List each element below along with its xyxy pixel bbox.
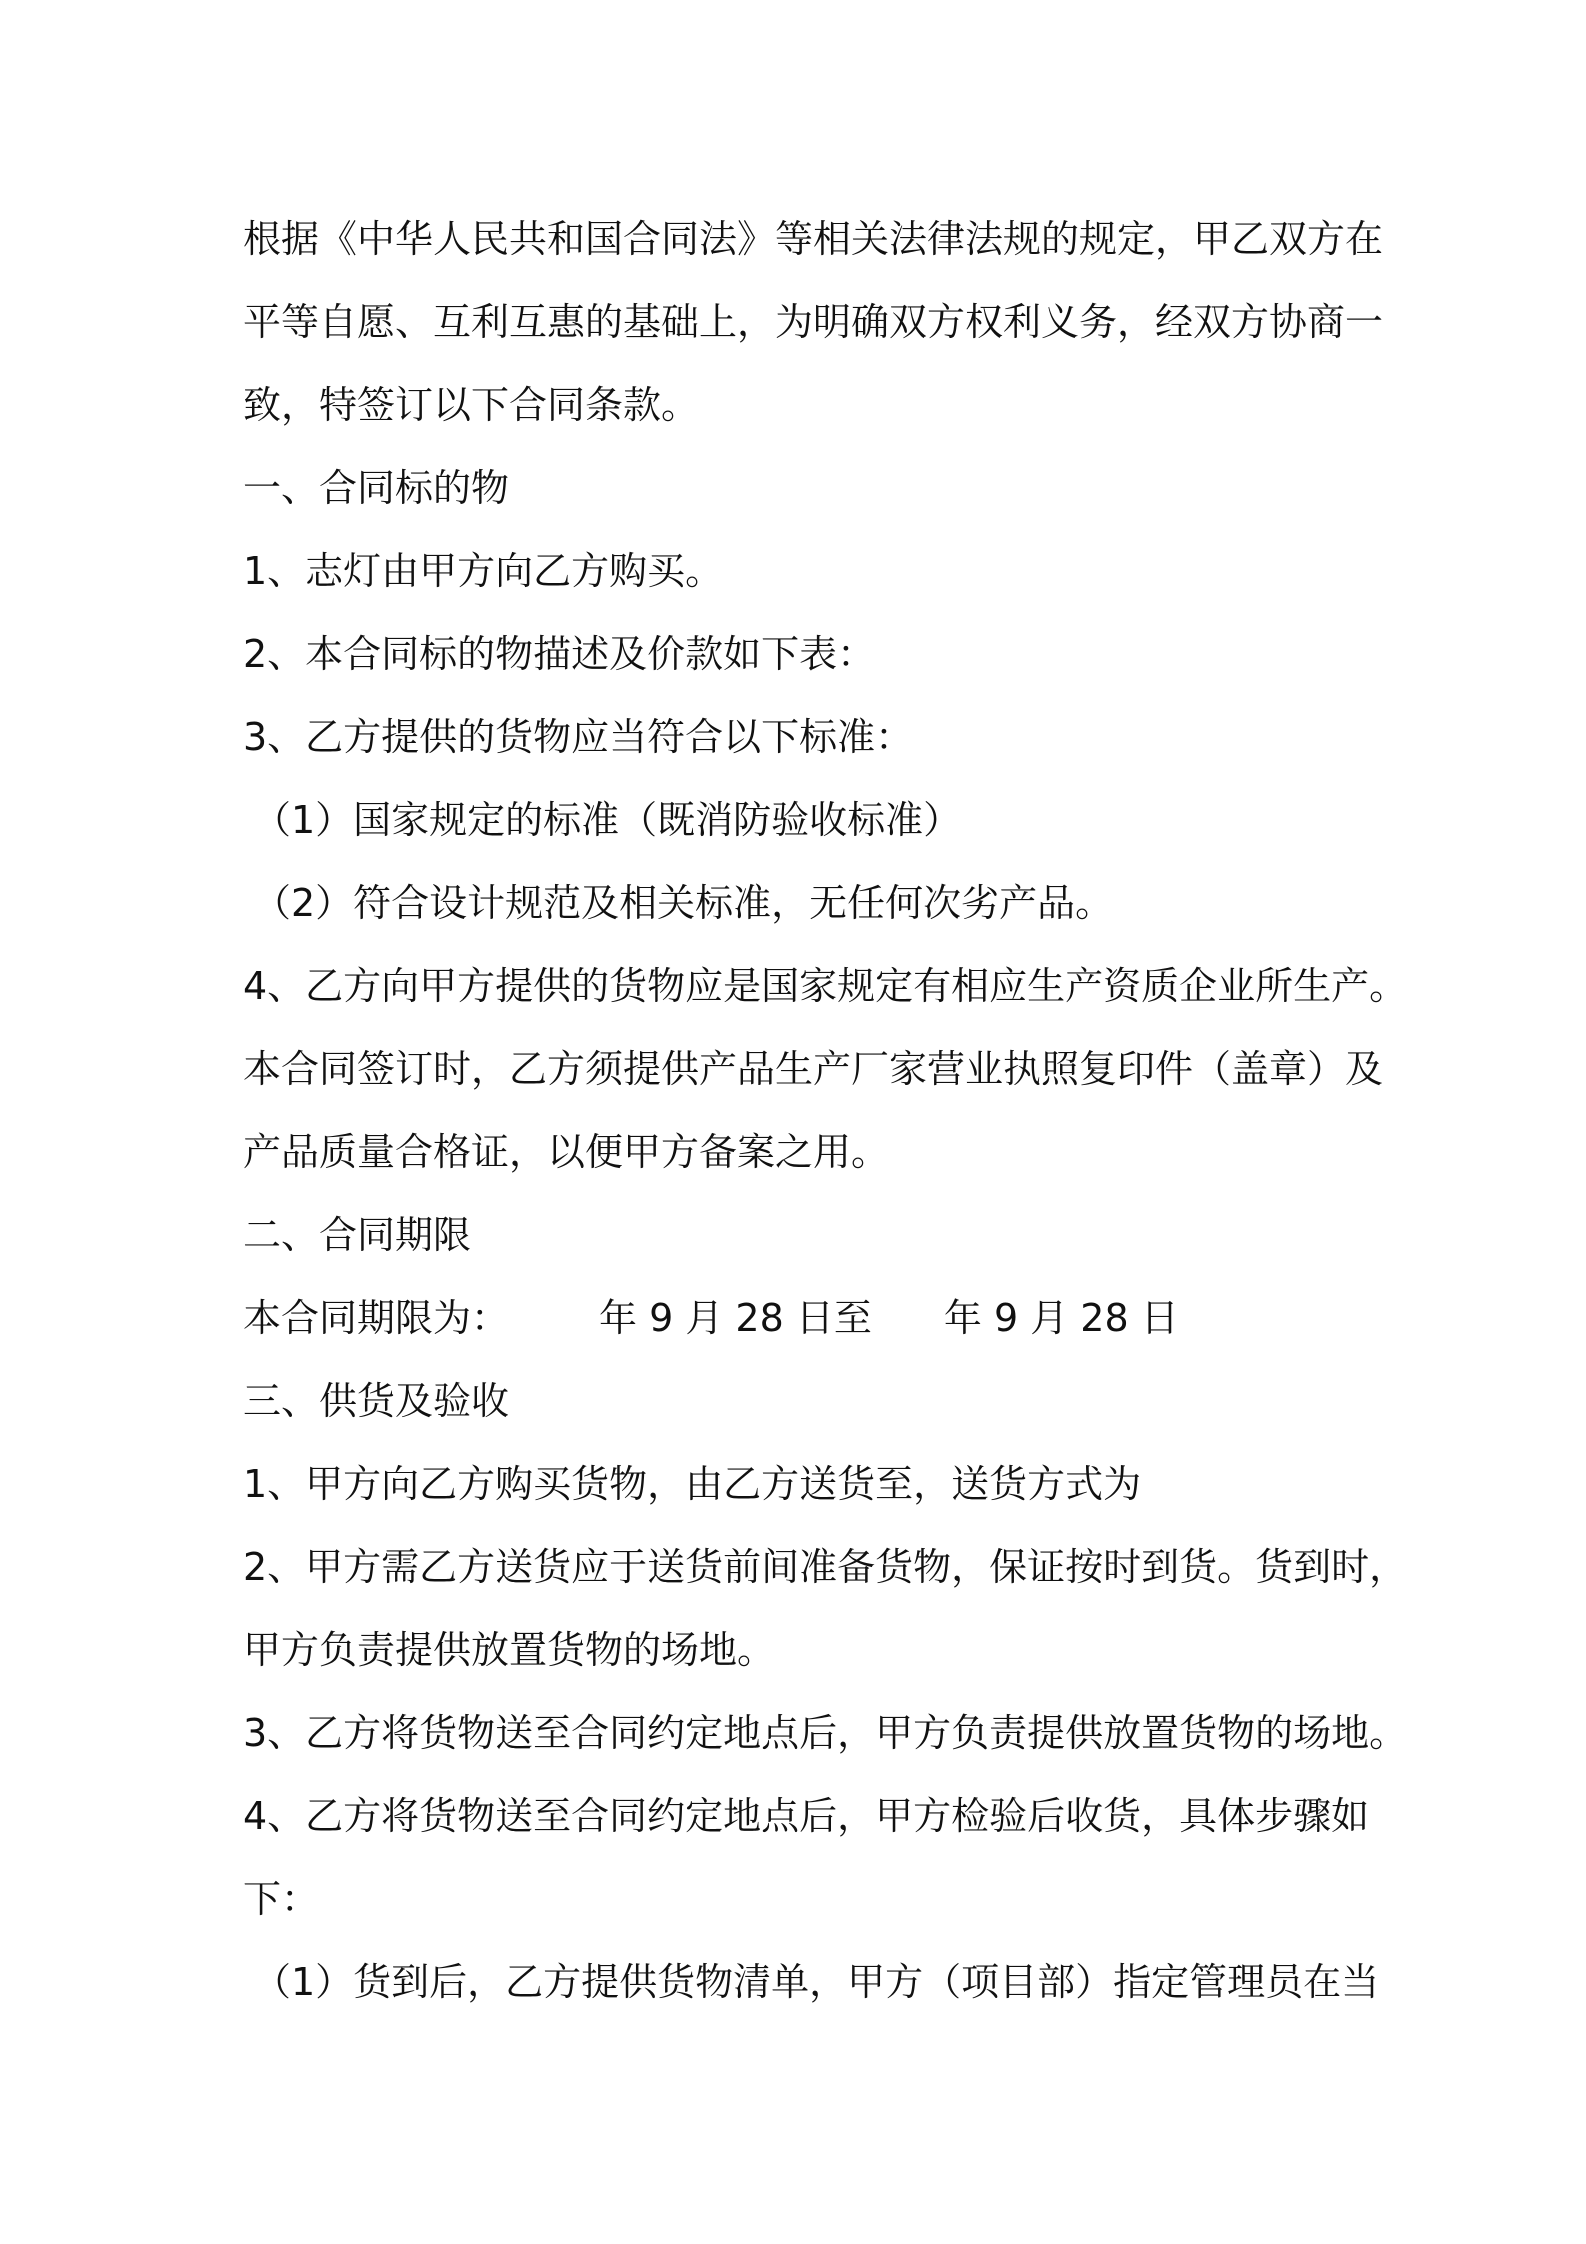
clause-line: 本合同签订时，乙方须提供产品生产厂家营业执照复印件（盖章）及 — [243, 1047, 1384, 1091]
clause-line: 1、甲方向乙方购买货物，由乙方送货至，送货方式为 — [243, 1462, 1142, 1506]
term-start-date: 年 9 月 28 日至 — [599, 1296, 872, 1340]
clause-line: 下： — [243, 1877, 320, 1921]
sub-clause-line: （2）符合设计规范及相关标准，无任何次劣产品。 — [253, 881, 1114, 925]
paragraph-line: 平等自愿、互利互惠的基础上，为明确双方权利义务，经双方协商一 — [243, 300, 1384, 344]
term-label: 本合同期限为： — [243, 1296, 510, 1340]
term-end-date: 年 9 月 28 日 — [943, 1296, 1179, 1340]
clause-line: 2、本合同标的物描述及价款如下表： — [243, 632, 876, 676]
contract-body — [243, 198, 1408, 2024]
section-heading-delivery: 三、供货及验收 — [243, 1379, 510, 1423]
clause-line: 甲方负责提供放置货物的场地。 — [243, 1628, 776, 1672]
clause-line: 1、志灯由甲方向乙方购买。 — [243, 549, 724, 593]
clause-line: 2、甲方需乙方送货应于送货前间准备货物，保证按时到货。货到时， — [243, 1545, 1408, 1589]
section-heading-subject: 一、合同标的物 — [243, 466, 510, 510]
sub-clause-line: （1）国家规定的标准（既消防验收标准） — [253, 798, 962, 842]
paragraph-line: 致，特签订以下合同条款。 — [243, 383, 700, 427]
paragraph-line: 根据《中华人民共和国合同法》等相关法律法规的规定，甲乙双方在 — [243, 217, 1384, 261]
contract-term-line — [243, 1277, 1383, 1360]
clause-line: 3、乙方将货物送至合同约定地点后，甲方负责提供放置货物的场地。 — [243, 1711, 1408, 1755]
clause-line: 4、乙方向甲方提供的货物应是国家规定有相应生产资质企业所生产。 — [243, 964, 1408, 1008]
section-heading-term: 二、合同期限 — [243, 1213, 472, 1257]
clause-line: 3、乙方提供的货物应当符合以下标准： — [243, 715, 914, 759]
sub-clause-line: （1）货到后，乙方提供货物清单，甲方（项目部）指定管理员在当 — [253, 1960, 1380, 2004]
clause-line: 4、乙方将货物送至合同约定地点后，甲方检验后收货，具体步骤如 — [243, 1794, 1370, 1838]
clause-line: 产品质量合格证，以便甲方备案之用。 — [243, 1130, 890, 1174]
